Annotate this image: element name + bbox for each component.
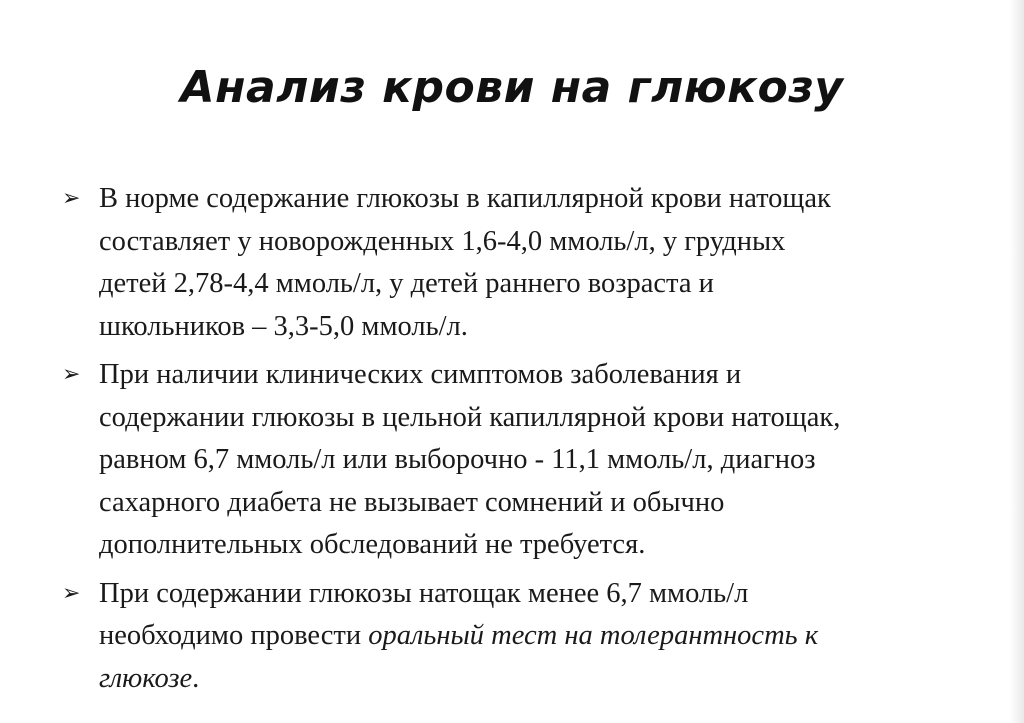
bullet-3-line-1: При содержании глюкозы натощак менее 6,7 ммоль/л <box>99 577 749 609</box>
bullet-1-line-3: детей 2,78-4,4 ммоль/л, у детей раннего возраста и <box>99 268 714 299</box>
bullet-3-line-3-tail: . <box>192 662 200 694</box>
bullet-list <box>62 178 982 702</box>
bullet-2-line-3: равном 6,7 ммоль/л или выборочно - 11,1 ммоль/л, диагноз <box>99 444 816 475</box>
bullet-2-line-5: дополнительных обследований не требуется. <box>99 529 646 560</box>
bullet-3-line-2-plain: необходимо провести <box>99 620 369 651</box>
bullet-3-line-3-italic: глюкозе <box>99 662 193 694</box>
bullet-item-3 <box>62 573 982 701</box>
bullet-1-line-2: составляет у новорожденных 1,6-4,0 ммоль/л, у грудных <box>99 225 786 257</box>
arrow-bullet-icon: ➢ <box>62 580 81 606</box>
bullet-item-1 <box>62 178 982 348</box>
bullet-1-line-1: В норме содержание глюкозы в капиллярной крови натощак <box>99 183 831 214</box>
bullet-3-line-2-italic: оральный тест на толерантность к <box>368 620 819 651</box>
bullet-item-2 <box>62 354 982 567</box>
bullet-1-line-4: школьников – 3,3-5,0 ммоль/л. <box>99 310 468 342</box>
bullet-3-line-2 <box>99 615 982 658</box>
arrow-bullet-icon: ➢ <box>62 362 81 387</box>
bullet-3-line-3 <box>99 658 982 701</box>
arrow-bullet-icon: ➢ <box>62 186 81 211</box>
slide-title: Анализ крови на глюкозу <box>180 62 844 113</box>
bullet-2-line-4: сахарного диабета не вызывает сомнений и обычно <box>99 486 725 518</box>
bullet-2-line-2: содержании глюкозы в цельной капиллярной крови натощак, <box>99 401 841 433</box>
bullet-2-line-1: При наличии клинических симптомов заболевания и <box>99 359 742 390</box>
